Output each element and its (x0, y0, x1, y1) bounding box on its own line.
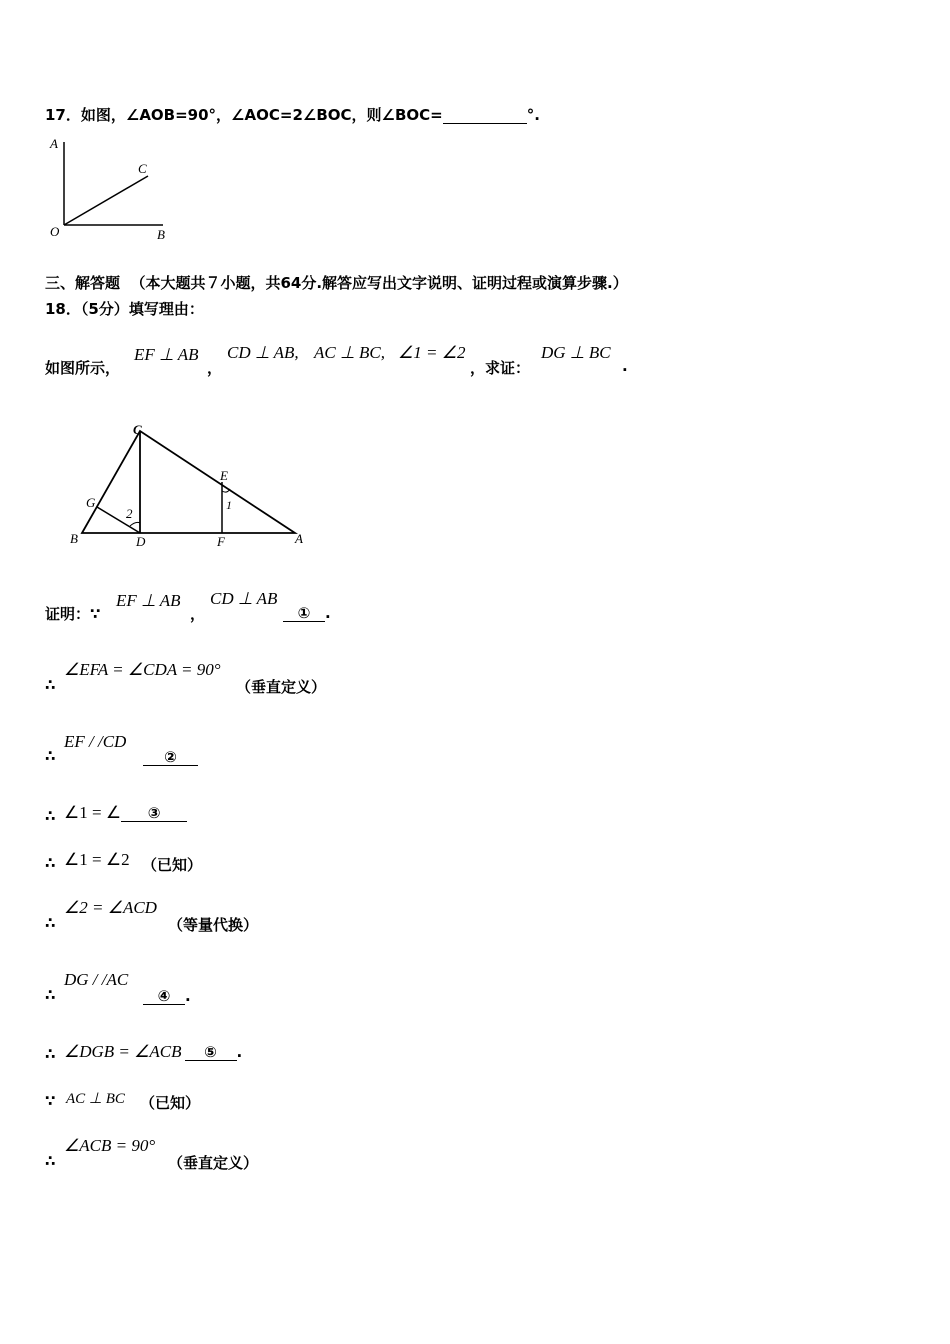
label-g: G (86, 495, 96, 510)
blank-2[interactable]: ② (143, 749, 198, 766)
q17-line (45, 104, 540, 125)
proof-l7: DG / /AC (64, 970, 129, 989)
proof-l7-tail (143, 986, 191, 1005)
proof-l8-line (64, 1042, 242, 1062)
label-b: B (70, 531, 78, 546)
q17-answer-blank[interactable] (443, 107, 527, 124)
proof-l1-comma: ， (190, 605, 206, 623)
blank-5[interactable]: ⑤ (185, 1044, 237, 1061)
q18-given-3: AC ⊥ BC, (314, 343, 386, 362)
q18-points: （5分） (80, 300, 129, 318)
proof-l8-end: . (236, 1043, 243, 1061)
label-a: A (50, 136, 58, 151)
proof-l6-reason: （等量代换） (168, 916, 259, 934)
therefore-10: ∴ (45, 1152, 56, 1170)
blank-3[interactable]: ③ (121, 805, 187, 822)
q18-period: . (622, 357, 628, 375)
label-c: C (138, 161, 147, 176)
proof-label: 证明：∵ (45, 605, 101, 623)
angle-2-arc (130, 522, 140, 526)
proof-l1-a: EF ⊥ AB (116, 591, 181, 610)
label-o: O (50, 224, 60, 239)
proof-l4: ∠1 = ∠ (64, 803, 122, 822)
blank-1[interactable]: ① (283, 605, 325, 622)
q17-number: 17． (45, 106, 81, 124)
section-title: 三、解答题 (45, 274, 121, 292)
proof-l3: EF / /CD (64, 732, 127, 751)
blank-4[interactable]: ④ (143, 988, 185, 1005)
proof-l6: ∠2 = ∠ACD (64, 898, 157, 917)
q18-prove: DG ⊥ BC (541, 343, 611, 362)
q18-given-2: CD ⊥ AB, (227, 343, 299, 362)
therefore-3: ∴ (45, 747, 56, 765)
q18-given-4: ∠1 = ∠2 (398, 343, 466, 362)
proof-l1-end: . (325, 604, 331, 622)
q17-text: 如图，∠AOB=90°，∠AOC=2∠BOC，则∠BOC= (80, 106, 443, 124)
q18-prompt: 填写理由： (128, 300, 204, 318)
q18-given-prefix: 如图所示， (45, 359, 121, 377)
q18-comma-1: ， (207, 359, 223, 377)
proof-l2-reason: （垂直定义） (236, 678, 327, 696)
label-f: F (217, 534, 225, 549)
therefore-7: ∴ (45, 986, 56, 1004)
proof-l9: AC ⊥ BC (66, 1091, 125, 1107)
ray-oc (64, 176, 148, 225)
proof-l10: ∠ACB = 90° (64, 1136, 156, 1155)
q18-triangle-figure (62, 417, 322, 552)
therefore-8: ∴ (45, 1045, 56, 1063)
proof-l9-reason: （已知） (140, 1094, 201, 1112)
therefore-4: ∴ (45, 807, 56, 825)
section-note: （本大题共７小题，共64分.解答应写出文字说明、证明过程或演算步骤.） (130, 274, 628, 292)
label-a: A (295, 531, 303, 546)
proof-l8: ∠DGB = ∠ACB (64, 1042, 182, 1061)
therefore-5: ∴ (45, 854, 56, 872)
q18-header (45, 298, 204, 319)
q17-angle-figure (40, 132, 180, 244)
proof-l10-reason: （垂直定义） (168, 1154, 259, 1172)
label-e: E (220, 468, 228, 483)
section-header (45, 272, 628, 293)
segment-dg (97, 507, 140, 533)
proof-l5: ∠1 = ∠2 (64, 850, 130, 869)
proof-l3-tail (143, 747, 198, 766)
because-9: ∵ (45, 1092, 56, 1110)
proof-l7-end: . (185, 987, 191, 1005)
proof-l4-line (64, 803, 187, 823)
q18-prove-label: ，求证： (470, 359, 531, 377)
mark-1: 1 (226, 498, 232, 512)
proof-l2: ∠EFA = ∠CDA = 90° (64, 660, 221, 679)
q17-tail: °. (526, 106, 540, 124)
label-c: C (133, 422, 142, 437)
therefore-6: ∴ (45, 914, 56, 932)
mark-2: 2 (126, 506, 133, 521)
proof-l5-reason: （已知） (142, 856, 203, 874)
therefore-2: ∴ (45, 676, 56, 694)
q18-number: 18． (45, 300, 81, 318)
proof-l1-b: CD ⊥ AB (210, 589, 278, 608)
label-b: B (157, 227, 165, 242)
q18-given-1: EF ⊥ AB (134, 345, 199, 364)
label-d: D (136, 534, 146, 549)
proof-l1-tail (283, 603, 331, 622)
